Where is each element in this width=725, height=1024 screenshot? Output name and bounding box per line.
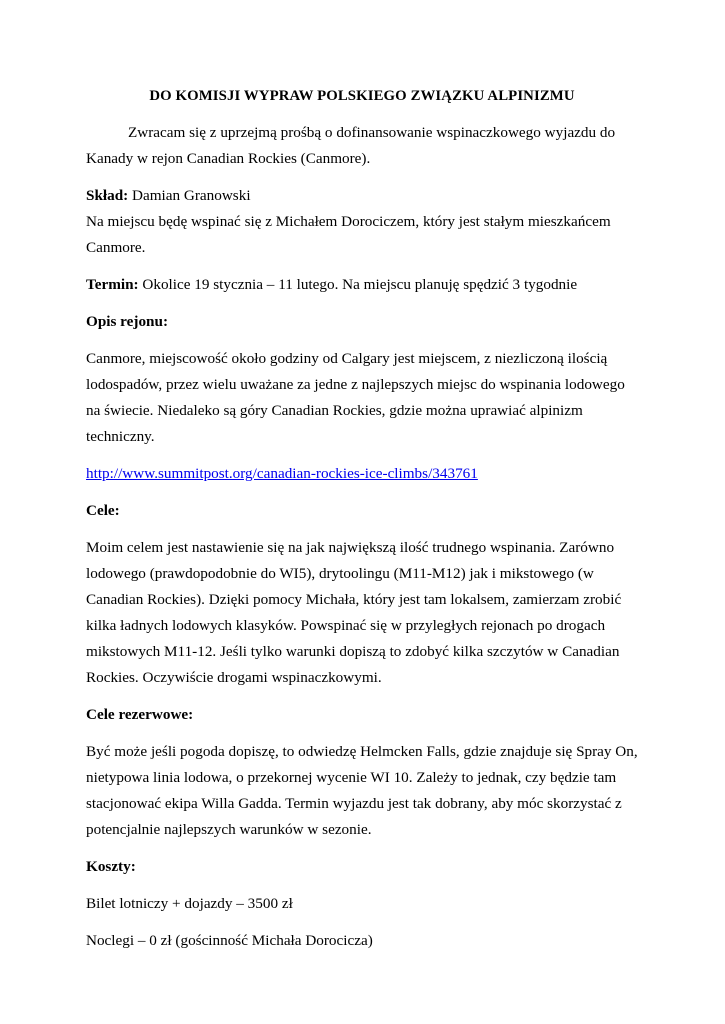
- sklad-label: Skład:: [86, 187, 129, 204]
- sklad-note: Na miejscu będę wspinać się z Michałem Dorociczem, który jest stałym mieszkańcem Canmore.: [86, 213, 611, 256]
- opis-heading: Opis rejonu:: [86, 313, 168, 330]
- opis-link-line: [86, 461, 638, 487]
- summitpost-link[interactable]: http://www.summitpost.org/canadian-rockies-ice-climbs/343761: [86, 465, 478, 482]
- document-body: [86, 85, 638, 965]
- sklad-value: Damian Granowski: [128, 187, 251, 204]
- rezerwowe-heading: Cele rezerwowe:: [86, 706, 194, 723]
- termin-label: Termin:: [86, 276, 139, 293]
- sklad-line: [86, 183, 638, 209]
- cele-paragraph: Moim celem jest nastawienie się na jak największą ilość trudnego wspinania. Zarówno lodowego (prawdopodobnie do WI5), drytoolingu (M11-M12) jak i mikstowego (w Canadian Rockies). Dzięki pomocy Michała, który jest tam lokalsem, zamierzam zrobić kilka ładnych lodowych klasyków. Powspinać się w przyległych rejonach po drogach mikstowych M11-12. Jeśli tylko warunki dopiszą to zdobyć kilka szczytów w Canadian Rockies. Oczywiście drogami wspinaczkowymi.: [86, 539, 622, 686]
- cele-heading: Cele:: [86, 502, 120, 519]
- koszty-item: Bilet lotniczy + dojazdy – 3500 zł: [86, 895, 293, 912]
- termin-line: [86, 272, 638, 298]
- koszty-heading: Koszty:: [86, 858, 136, 875]
- document-title: DO KOMISJI WYPRAW POLSKIEGO ZWIĄZKU ALPINIZMU: [149, 88, 575, 104]
- intro-paragraph: Zwracam się z uprzejmą prośbą o dofinansowanie wspinaczkowego wyjazdu do Kanady w rejon Canadian Rockies (Canmore).: [86, 124, 616, 167]
- opis-paragraph: Canmore, miejscowość około godziny od Calgary jest miejscem, z niezliczoną ilością lodospadów, przez wielu uważane za jedne z najlepszych miejsc do wspinania lodowego na świecie. Niedaleko są góry Canadian Rockies, gdzie można uprawiać alpinizm techniczny.: [86, 350, 625, 445]
- koszty-item: Noclegi – 0 zł (gościnność Michała Dorocicza): [86, 932, 373, 949]
- termin-value: Okolice 19 stycznia – 11 lutego. Na miejscu planuję spędzić 3 tygodnie: [138, 276, 578, 293]
- rezerwowe-paragraph: Być może jeśli pogoda dopiszę, to odwiedzę Helmcken Falls, gdzie znajduje się Spray On, nietypowa linia lodowa, o przekornej wycenie WI 10. Zależy to jednak, czy będzie tam stacjonować ekipa Willa Gadda. Termin wyjazdu jest tak dobrany, aby móc skorzystać z potencjalnie najlepszych warunków w sezonie.: [86, 743, 638, 838]
